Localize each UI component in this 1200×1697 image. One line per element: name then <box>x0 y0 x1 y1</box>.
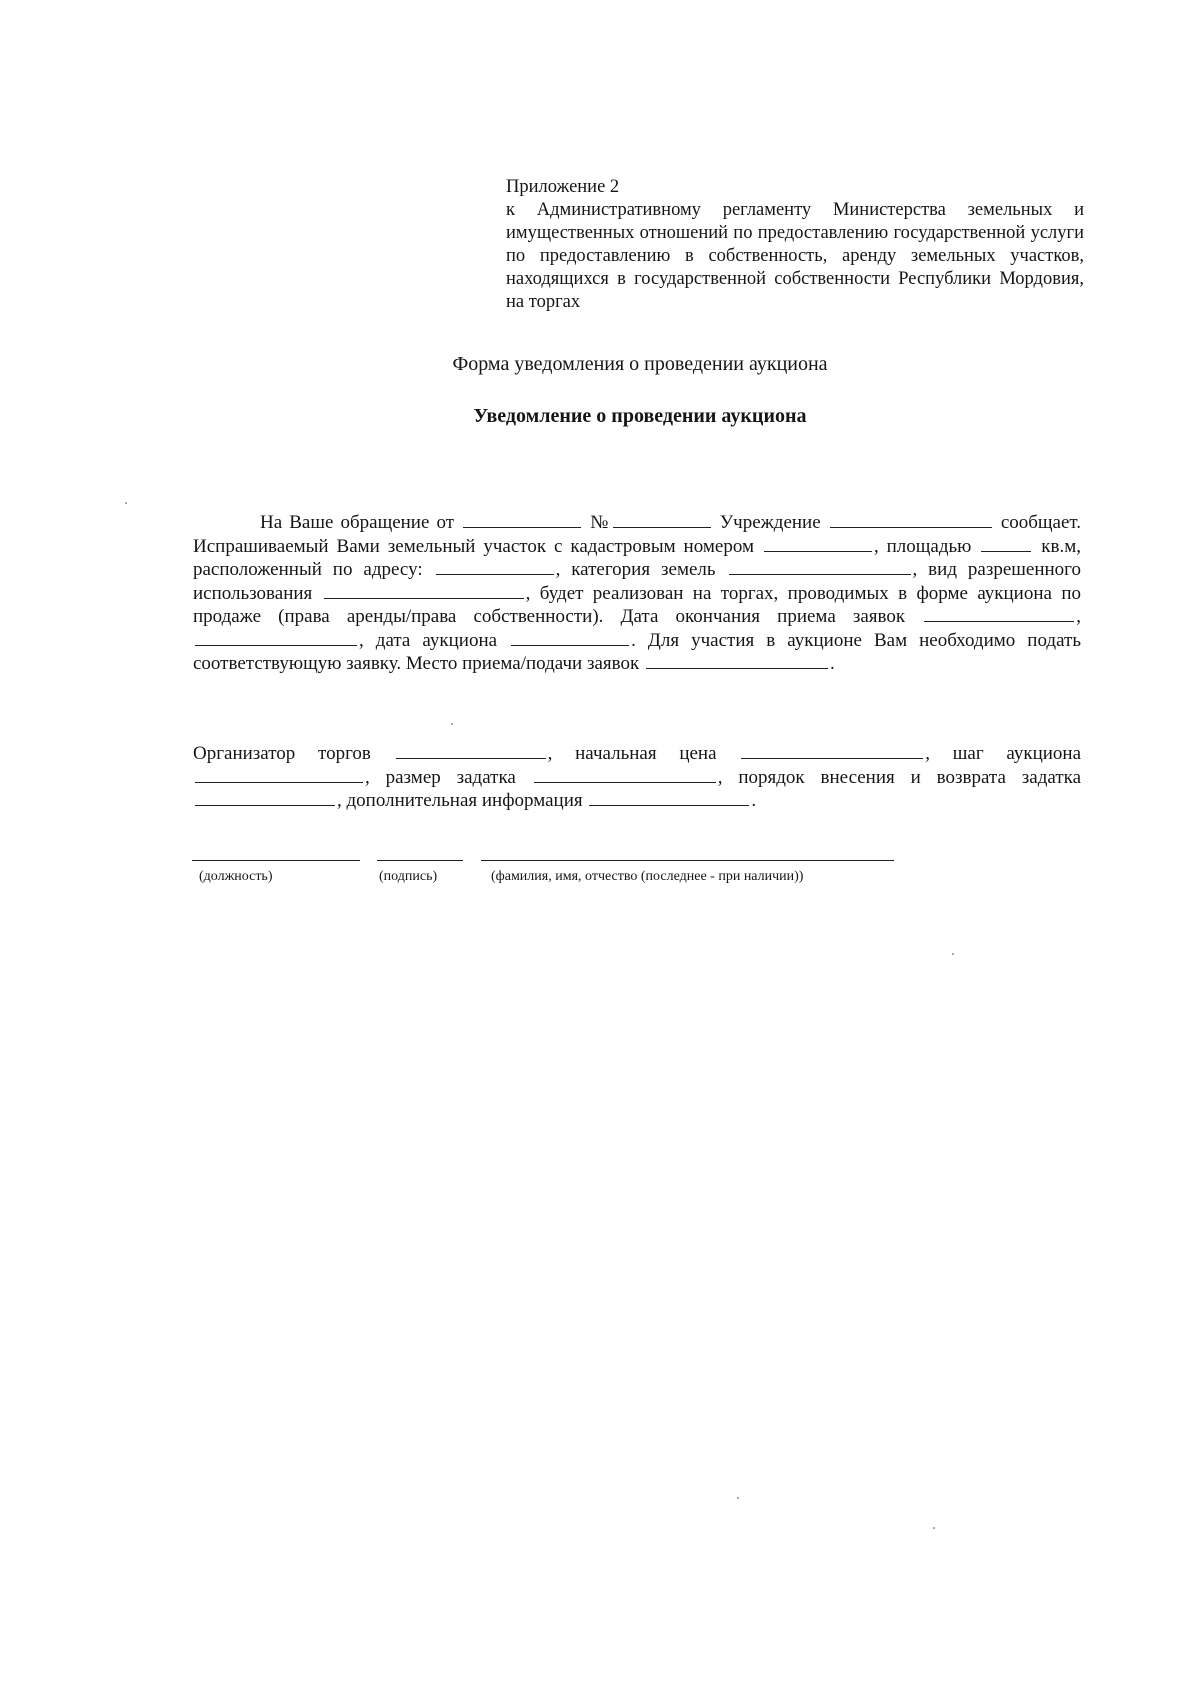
blank-area <box>981 536 1031 552</box>
text-segment: кв.м, расположенный по адресу: <box>193 535 1082 580</box>
blank-permitted-use <box>324 583 524 599</box>
text-segment: площадью <box>886 535 972 557</box>
text-segment: . <box>829 653 835 674</box>
scan-speck <box>451 723 453 725</box>
text-segment: , дата аукциона <box>359 629 498 651</box>
text-segment: , шаг аукциона <box>925 743 1082 764</box>
text-segment: . Для участия в аукционе Вам необходимо подать соответствующую заявку. Место приема/подачи заявок <box>193 629 1081 674</box>
position-signature-line <box>192 860 360 861</box>
position-caption: (должность) <box>199 869 273 884</box>
text-segment: , <box>873 535 879 557</box>
scan-speck <box>125 502 127 504</box>
form-caption: Форма уведомления о проведении аукциона <box>452 353 828 375</box>
text-segment: сообщает. Испрашиваемый Вами земельный участок с кадастровым номером <box>193 512 1082 557</box>
blank-auction-step <box>195 767 363 783</box>
blank-organizer <box>396 743 546 759</box>
scan-speck <box>952 953 954 955</box>
name-caption: (фамилия, имя, отчество (последнее - при наличии)) <box>491 869 804 884</box>
scan-speck <box>933 1527 935 1529</box>
scan-speck <box>737 1497 739 1499</box>
text-segment: , вид разрешенного использования <box>193 559 1082 604</box>
blank-appeal-number <box>613 512 711 528</box>
signature-line <box>377 860 463 861</box>
text-segment: № <box>590 512 611 533</box>
blank-deposit-procedure <box>195 790 335 806</box>
blank-appeal-date <box>463 512 581 528</box>
name-signature-line <box>481 860 894 861</box>
blank-land-category <box>729 559 911 575</box>
blank-starting-price <box>741 743 923 759</box>
appendix-title: Приложение 2 <box>506 177 620 197</box>
blank-application-place <box>646 653 828 669</box>
signature-caption: (подпись) <box>379 869 438 884</box>
blank-auction-date <box>511 630 629 646</box>
blank-deadline-time <box>195 630 357 646</box>
text-segment: , порядок внесения и возврата задатка <box>717 766 1081 788</box>
blank-deposit-amount <box>534 767 716 783</box>
blank-additional-info <box>589 790 749 806</box>
text-segment: , будет реализован на торгах, проводимых в форме аукциона по продаже (права аренды/права собственности). Дата окончания приема заявок <box>193 582 1081 627</box>
text-segment: , категория земель <box>555 559 716 580</box>
text-segment: На Ваше обращение от <box>260 512 455 533</box>
text-segment: Организатор торгов <box>193 743 371 764</box>
text-segment: , дополнительная информация <box>337 790 583 811</box>
appendix-body: к Административному регламенту Министерства земельных и имущественных отношений по предоставлению государственной услуги по предоставлению в собственность, аренду земельных участков, находящихся в государственной собственности Республики Мордовия, на торгах <box>506 200 1084 312</box>
text-segment: , начальная цена <box>547 743 717 764</box>
appendix-note <box>506 176 1084 314</box>
notice-paragraph-main <box>193 511 1081 676</box>
text-segment: . <box>751 790 757 811</box>
text-segment: Учреждение <box>719 512 821 533</box>
notice-paragraph-organizer <box>193 742 1081 813</box>
document-heading: Уведомление о проведении аукциона <box>473 405 807 427</box>
text-segment: , размер задатка <box>365 766 516 788</box>
blank-deadline-date <box>924 606 1074 622</box>
blank-cadastral-number <box>764 536 872 552</box>
text-segment: , <box>1076 606 1081 627</box>
blank-institution <box>830 512 992 528</box>
blank-address <box>436 559 554 575</box>
